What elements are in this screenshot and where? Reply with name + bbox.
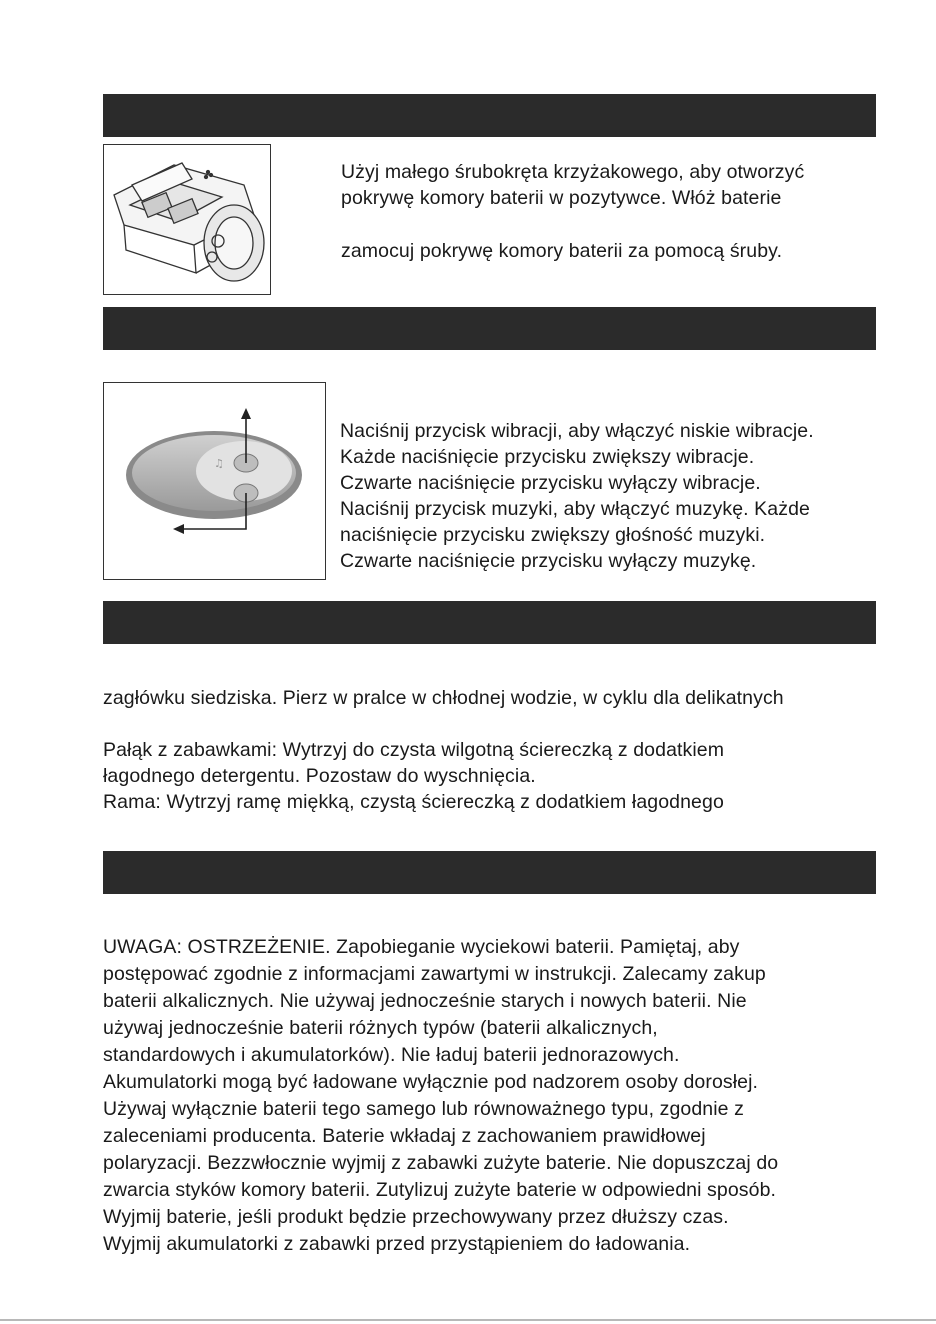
controls-text-line: Czwarte naciśnięcie przycisku wyłączy muzykę. [340,550,757,572]
controls-text-line: Czwarte naciśnięcie przycisku wyłączy wibracje. [340,472,761,494]
controls-text-line: Każde naciśnięcie przycisku zwiększy wibracje. [340,446,755,468]
battery-text-line: Użyj małego śrubokręta krzyżakowego, aby otworzyć [341,161,805,183]
care-text-line: Rama: Wytrzyj ramę miękką, czystą ściereczką z dodatkiem łagodnego [103,791,724,813]
controls-text-line: Naciśnij przycisk wibracji, aby włączyć niskie wibracje. [340,420,814,442]
warning-text-line: Wyjmij baterie, jeśli produkt będzie przechowywany przez dłuższy czas. [103,1206,729,1228]
warning-text-line: postępować zgodnie z informacjami zawartymi w instrukcji. Zalecamy zakup [103,963,766,985]
music-box-battery-icon [104,145,269,293]
svg-text:♫: ♫ [214,457,224,470]
controls-text-line: naciśnięcie przycisku zwiększy głośność muzyki. [340,524,766,546]
warning-text-line: polaryzacji. Bezzwłocznie wyjmij z zabawki zużyte baterie. Nie dopuszczaj do [103,1152,779,1174]
care-text-line: łagodnego detergentu. Pozostaw do wyschnięcia. [103,765,536,787]
warning-text-line: UWAGA: OSTRZEŻENIE. Zapobieganie wyciekowi baterii. Pamiętaj, aby [103,936,740,958]
care-text-line: Pałąk z zabawkami: Wytrzyj do czysta wilgotną ściereczką z dodatkiem [103,739,725,761]
warning-text-line: baterii alkalicznych. Nie używaj jednocześnie starych i nowych baterii. Nie [103,990,747,1012]
section-header-bar-controls [103,307,876,350]
care-text-line: zagłówku siedziska. Pierz w pralce w chłodnej wodzie, w cyklu dla delikatnych [103,687,784,709]
section-header-bar-warning [103,851,876,894]
section-header-bar-care [103,601,876,644]
controls-text-line: Naciśnij przycisk muzyki, aby włączyć muzykę. Każde [340,498,810,520]
battery-compartment-illustration [103,144,271,295]
warning-text-line: Akumulatorki mogą być ładowane wyłącznie pod nadzorem osoby dorosłej. [103,1071,759,1093]
control-panel-icon [104,383,324,578]
control-buttons-illustration [103,382,326,580]
section-header-bar-battery [103,94,876,137]
warning-text-line: zwarcia styków komory baterii. Zutylizuj zużyte baterie w odpowiedni sposób. [103,1179,777,1201]
warning-text-line: zaleceniami producenta. Baterie wkładaj z zachowaniem prawidłowej [103,1125,706,1147]
warning-text-line: standardowych i akumulatorków). Nie ładuj baterii jednorazowych. [103,1044,680,1066]
warning-text-line: Wyjmij akumulatorki z zabawki przed przystąpieniem do ładowania. [103,1233,691,1255]
warning-text-line: Używaj wyłącznie baterii tego samego lub równoważnego typu, zgodnie z [103,1098,744,1120]
battery-text-line: zamocuj pokrywę komory baterii za pomocą śruby. [341,240,783,262]
page-bottom-rule [0,1319,936,1321]
warning-text-line: używaj jednocześnie baterii różnych typów (baterii alkalicznych, [103,1017,658,1039]
battery-text-line: pokrywę komory baterii w pozytywce. Włóż baterie [341,187,782,209]
